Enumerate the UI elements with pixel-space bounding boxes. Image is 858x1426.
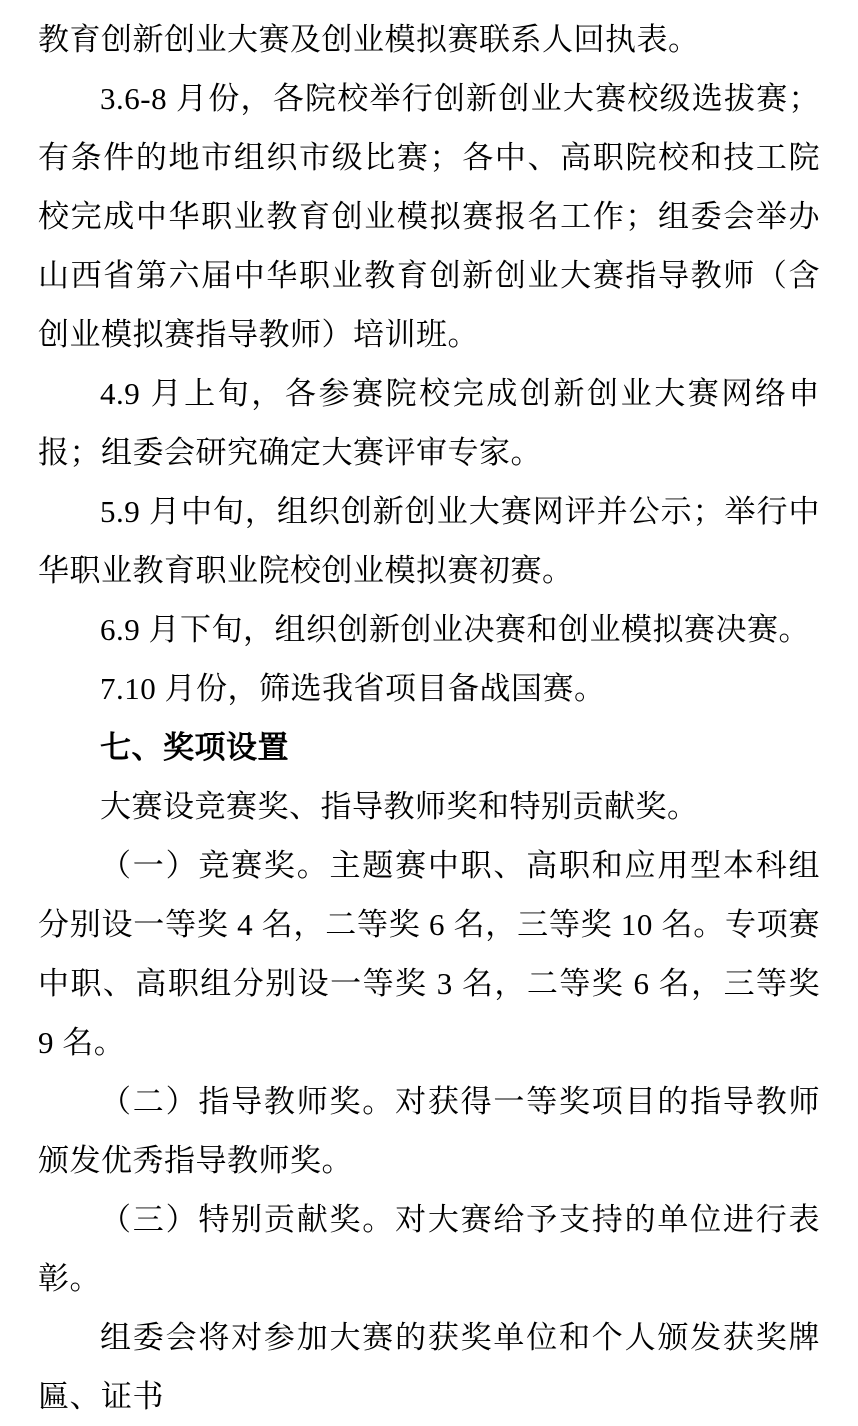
paragraph-awards-intro: 大赛设竞赛奖、指导教师奖和特别贡献奖。 — [100, 789, 699, 824]
paragraph-schedule-item-3: 3.6-8 月份，各院校举行创新创业大赛校级选拔赛；有条件的地市组织市级比赛；各中、高职院校和技工院校完成中华职业教育创业模拟赛报名工作；组委会举办山西省第六届中华职业教育创新创业大赛指导教师（含创业模拟赛指导教师）培训班。 — [38, 81, 820, 352]
paragraph-award-item-2: （二）指导教师奖。对获得一等奖项目的指导教师颁发优秀指导教师奖。 — [38, 1084, 820, 1178]
paragraph-award-item-3: （三）特别贡献奖。对大赛给予支持的单位进行表彰。 — [38, 1202, 820, 1296]
section-heading-awards: 七、奖项设置 — [100, 730, 289, 765]
paragraph-continuation-line: 教育创新创业大赛及创业模拟赛联系人回执表。 — [38, 22, 700, 57]
paragraph-award-item-1: （一）竞赛奖。主题赛中职、高职和应用型本科组分别设一等奖 4 名，二等奖 6 名，三等奖 10 名。专项赛中职、高职组分别设一等奖 3 名，二等奖 6 名，三等奖 9 名。 — [38, 848, 820, 1060]
paragraph-schedule-item-6: 6.9 月下旬，组织创新创业决赛和创业模拟赛决赛。 — [100, 612, 810, 647]
paragraph-schedule-item-4: 4.9 月上旬，各参赛院校完成创新创业大赛网络申报；组委会研究确定大赛评审专家。 — [38, 376, 820, 470]
paragraph-schedule-item-7: 7.10 月份，筛选我省项目备战国赛。 — [100, 671, 606, 706]
paragraph-schedule-item-5: 5.9 月中旬，组织创新创业大赛网评并公示；举行中华职业教育职业院校创业模拟赛初赛。 — [38, 494, 820, 588]
paragraph-awards-closing: 组委会将对参加大赛的获奖单位和个人颁发获奖牌匾、证书 — [38, 1320, 820, 1414]
